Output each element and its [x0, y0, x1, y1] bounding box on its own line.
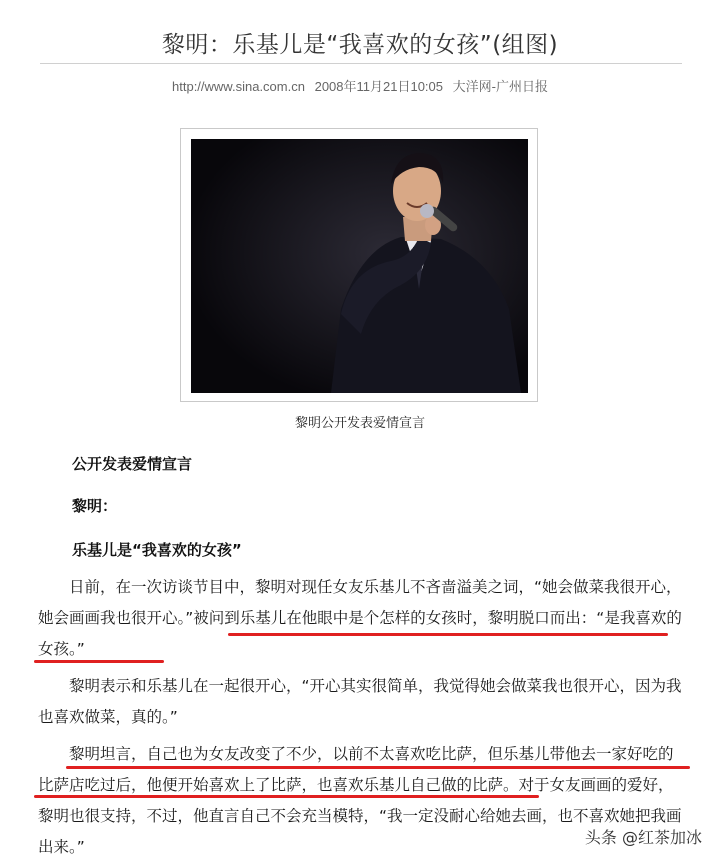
article-meta — [0, 76, 720, 95]
highlight-underline-3a — [66, 766, 690, 769]
source-url[interactable]: http://www.sina.com.cn — [172, 79, 305, 94]
article-photo — [191, 139, 528, 393]
highlight-underline-3b — [34, 795, 539, 798]
photo-caption: 黎明公开发表爱情宣言 — [294, 416, 425, 431]
subheading-3: 乐基儿是“我喜欢的女孩” — [72, 541, 242, 559]
publish-datetime: 2008年11月21日10:05 — [314, 79, 444, 94]
article-title: 黎明：乐基儿是“我喜欢的女孩”(组图) — [161, 32, 559, 58]
paragraph-2: 黎明表示和乐基儿在一起很开心，“开心其实很简单，我觉得她会做菜我也很开心，因为我也喜欢做菜，真的。” — [38, 677, 682, 726]
highlight-underline-1b — [34, 660, 164, 663]
title-divider — [40, 63, 682, 64]
watermark: 头条 @红茶加冰 — [583, 825, 704, 848]
singer-photo-illustration — [191, 139, 528, 393]
source-name[interactable]: 大洋网-广州日报 — [452, 79, 548, 94]
subheading-1: 公开发表爱情宣言 — [72, 455, 193, 473]
paragraph-3: 黎明坦言，自己也为女友改变了不少，以前不太喜欢吃比萨，但乐基儿带他去一家好吃的比萨店吃过后，他便开始喜欢上了比萨，也喜欢乐基儿自己做的比萨。对于女友画画的爱好，黎明也很支持，不过，他直言自己不会充当模特，“我一定没耐心给她去画，也不喜欢她把我画出来。” — [38, 745, 682, 856]
paragraph-1: 日前，在一次访谈节目中，黎明对现任女友乐基儿不吝啬溢美之词，“她会做菜我很开心，她会画画我也很开心。”被问到乐基儿在他眼中是个怎样的女孩时，黎明脱口而出：“是我喜欢的女孩。” — [38, 578, 682, 658]
subheading-2: 黎明： — [72, 497, 118, 515]
highlight-underline-1a — [228, 633, 668, 636]
